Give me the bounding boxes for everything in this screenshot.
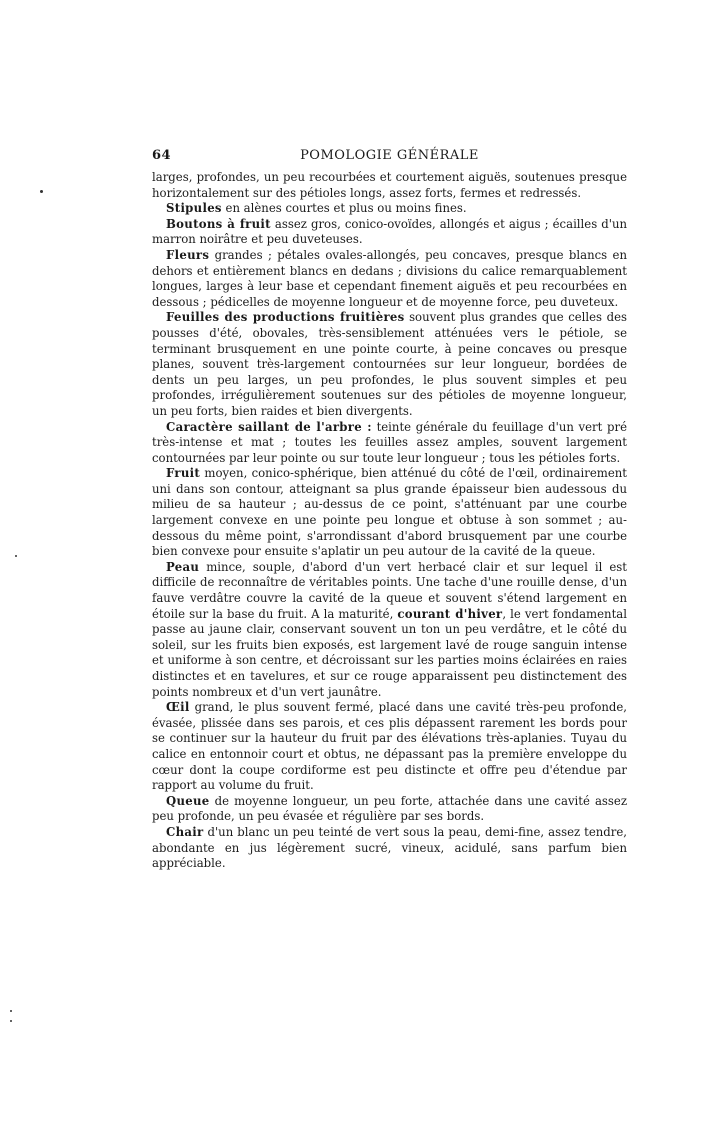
- paragraph-text: de moyenne longueur, un peu forte, attachée dans une cavité assez peu profonde, un peu évasée et régulière par ses bords.: [152, 793, 627, 824]
- paragraph-oeil: [152, 700, 627, 794]
- paragraph-text: moyen, conico-sphérique, bien atténué du côté de l'œil, ordinairement uni dans son contour, atteignant sa plus grande épaisseur bien audessous du milieu de sa hauteur ; au-dessus de ce point, s'atténuant par une courbe largement convexe en une pointe peu longue et obtuse à son sommet ; au-dessous du même point, s'arrondissant d'abord brusquement par une courbe bien convexe pour ensuite s'aplatir un peu autour de la cavité de la queue.: [152, 466, 627, 559]
- paragraph-text: teinte générale du feuillage d'un vert pré très-intense et mat ; toutes les feuilles assez amples, souvent largement contournées par leur pointe ou sur toute leur longueur ; tous les pétioles forts.: [152, 419, 627, 465]
- paragraph-text: d'un blanc un peu teinté de vert sous la peau, demi-fine, assez tendre, abondante en jus légèrement sucré, vineux, acidulé, sans parfum bien appréciable.: [152, 824, 627, 871]
- paragraph-text: , le vert fondamental passe au jaune clair, conservant souvent un ton un peu verdâtre, et le côté du soleil, sur les fruits bien exposés, est largement lavé de rouge sanguin intense et uniforme à son centre, et décroissant sur les parties moins éclairées en raies distinctes et en tavelures, et sur ce rouge apparaissent peu distinctement des points nombreux et d'un vert jaunâtre.: [152, 606, 627, 699]
- running-title: POMOLOGIE GÉNÉRALE: [300, 148, 479, 163]
- paragraph-feuilles: [152, 310, 627, 419]
- paragraph-continuation: [152, 170, 627, 201]
- print-speck: [40, 190, 43, 193]
- page-header: [152, 148, 627, 170]
- book-page: [152, 148, 627, 872]
- paragraph-queue: [152, 794, 627, 825]
- body-text: [152, 170, 627, 872]
- term-heading: Fruit: [166, 466, 201, 481]
- paragraph-fleurs: [152, 248, 627, 310]
- print-speck: [10, 1010, 12, 1012]
- paragraph-peau: [152, 560, 627, 700]
- term-heading: Œil: [166, 700, 190, 715]
- term-heading: Fleurs: [166, 247, 210, 262]
- term-heading: Peau: [166, 559, 200, 574]
- paragraph-text: souvent plus grandes que celles des pousses d'été, obovales, très-sensiblement atténuées vers le pétiole, se terminant brusquement en une pointe courte, à peine concaves ou presque planes, souvent très-largement contournées sur leur longueur, bordées de dents un peu larges, un peu profondes, le plus souvent simples et peu profondes, irrégulièrement soutenues sur des pétioles de moyenne longueur, un peu forts, bien raides et bien divergents.: [152, 310, 627, 418]
- paragraph-fruit: [152, 466, 627, 560]
- term-heading: Feuilles des productions fruitières: [166, 310, 405, 325]
- paragraph-chair: [152, 825, 627, 872]
- paragraph-stipules: [152, 201, 627, 217]
- paragraph-text: grand, le plus souvent fermé, placé dans une cavité très-peu profonde, évasée, plissée dans ses parois, et ces plis dépassent rarement les bords pour se continuer sur la hauteur du fruit par des élévations très-aplanies. Tuyau du calice en entonnoir court et obtus, ne dépassant pas la première enveloppe du cœur dont la coupe cordiforme est peu distincte et offre peu d'étendue par rapport au volume du fruit.: [152, 700, 627, 793]
- paragraph-text: grandes ; pétales ovales-allongés, peu concaves, presque blancs en dehors et entièrement blancs en dedans ; divisions du calice remarquablement longues, larges à leur base et cependant finement aiguës et peu recourbées en dessous ; pédicelles de moyenne longueur et de moyenne force, peu duveteux.: [152, 247, 627, 309]
- paragraph-boutons: [152, 217, 627, 248]
- inline-term: courant d'hiver: [397, 606, 503, 621]
- term-heading: Boutons à fruit: [166, 216, 271, 231]
- print-speck: [10, 1020, 12, 1022]
- term-heading: Queue: [166, 793, 210, 808]
- paragraph-text: larges, profondes, un peu recourbées et courtement aiguës, soutenues presque horizontalement sur des pétioles longs, assez forts, fermes et redressés.: [152, 170, 627, 200]
- paragraph-text: en alènes courtes et plus ou moins fines.: [221, 201, 467, 216]
- print-speck: [15, 555, 17, 557]
- term-heading: Caractère saillant de l'arbre :: [166, 419, 372, 434]
- paragraph-caractere: [152, 420, 627, 467]
- term-heading: Chair: [166, 824, 204, 839]
- page-number: 64: [152, 148, 172, 163]
- term-heading: Stipules: [166, 201, 222, 216]
- paragraph-text: mince, souple, d'abord d'un vert herbacé clair et sur lequel il est difficile de reconnaître de véritables points. Une tache d'une rouille dense, d'un fauve verdâtre couvre la cavité de la queue et souvent s'étend largement en étoile sur la base du fruit. A la maturité,: [152, 559, 627, 621]
- paragraph-text: assez gros, conico-ovoïdes, allongés et aigus ; écailles d'un marron noirâtre et peu duveteuses.: [152, 216, 627, 247]
